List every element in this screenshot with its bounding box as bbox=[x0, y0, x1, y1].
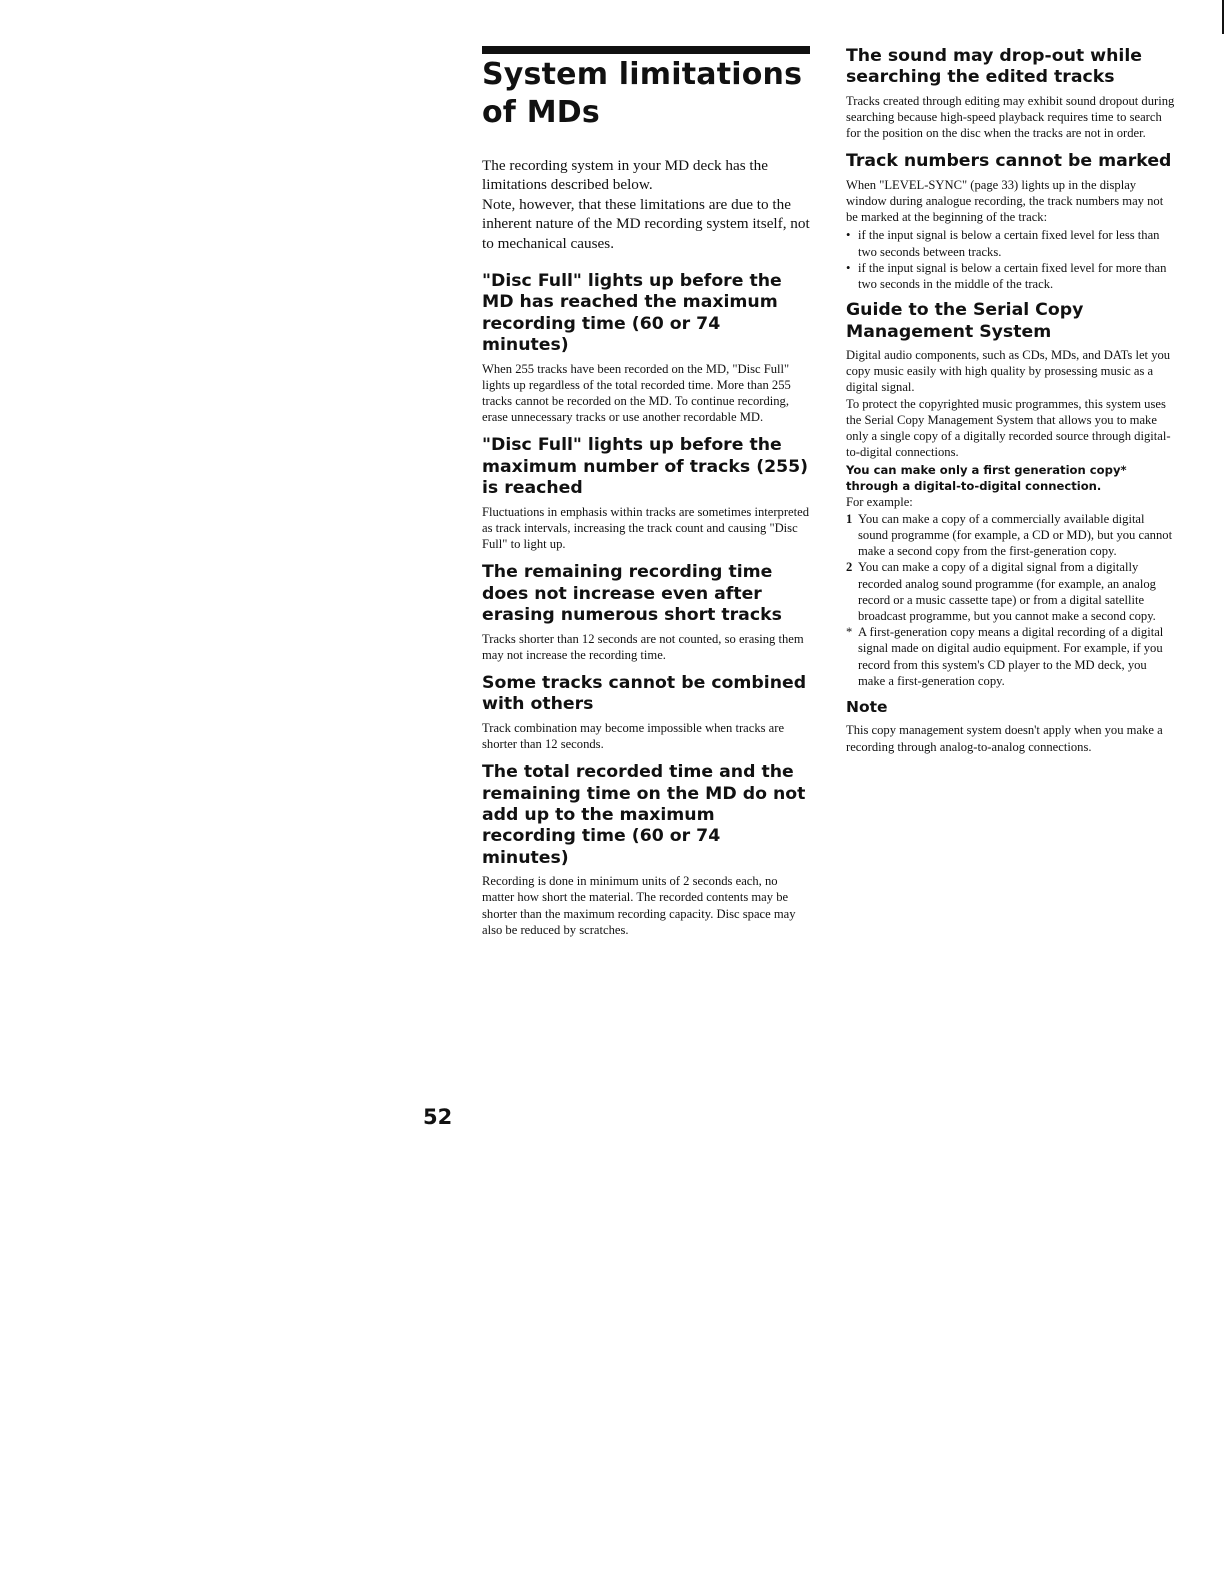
numbered-item bbox=[846, 511, 1176, 560]
section-remaining-time bbox=[482, 562, 810, 663]
section-heading: The total recorded time and the remaining time on the MD do not add up to the maximum recording time (60 or 74 minutes) bbox=[482, 762, 806, 868]
intro-sentence-2: Note, however, that these limitations are due to the inherent nature of the MD recording system itself, not to mechanical causes. bbox=[482, 195, 810, 252]
page-title bbox=[482, 56, 822, 132]
section-body: Track combination may become impossible when tracks are shorter than 12 seconds. bbox=[482, 720, 785, 751]
section-heading: Some tracks cannot be combined with others bbox=[482, 672, 807, 715]
item-text: You can make a copy of a digital signal from a digitally recorded analog sound programme (for example, an analog record or a music cassette tape) or from a digital satellite broadcast programme, but you cannot make a second copy. bbox=[858, 560, 1156, 623]
section-disc-full-tracks bbox=[482, 435, 810, 552]
title-rule bbox=[482, 46, 810, 54]
footnote-list bbox=[846, 624, 1176, 689]
section-note bbox=[846, 697, 1176, 755]
section-heading: Guide to the Serial Copy Management System bbox=[846, 300, 1084, 342]
section-total-time bbox=[482, 762, 810, 938]
footnote: * A first-generation copy means a digital recording of a digital signal made on digital audio equipment. For example, if you record from this system's CD player to the MD deck, you make a first-generation copy. bbox=[846, 624, 1176, 689]
left-column bbox=[482, 156, 810, 948]
intro-sentence-1: The recording system in your MD deck has the limitations described below. bbox=[482, 157, 768, 194]
example-label: For example: bbox=[846, 495, 913, 510]
section-body-1: Digital audio components, such as CDs, MDs, and DATs let you copy music easily with high quality by prosessing music as a digital signal. bbox=[846, 348, 1171, 395]
section-heading: The sound may drop-out while searching the edited tracks bbox=[846, 46, 1142, 88]
section-body: Fluctuations in emphasis within tracks are sometimes interpreted as track intervals, increasing the track count and causing "Disc Full" to light up. bbox=[482, 504, 810, 552]
bullet-item: • if the input signal is below a certain fixed level for more than two seconds in the middle of the track. bbox=[846, 260, 1176, 292]
section-track-numbers bbox=[846, 151, 1176, 292]
section-sound-dropout bbox=[846, 46, 1176, 141]
section-body: Tracks created through editing may exhibit sound dropout during searching because high-speed playback requires time to search for the position on the disc when the tracks are not in order. bbox=[846, 93, 1175, 141]
bullet-item: • if the input signal is below a certain fixed level for less than two seconds between tracks. bbox=[846, 227, 1176, 259]
section-heading: "Disc Full" lights up before the maximum number of tracks (255) is reached bbox=[482, 435, 809, 499]
section-body: Recording is done in minimum units of 2 seconds each, no matter how short the material. The recorded contents may be shorter than the maximum recording capacity. Disc space may also be reduced by scratches. bbox=[482, 874, 796, 937]
section-scms-guide bbox=[846, 300, 1176, 689]
bullet-list bbox=[846, 227, 1176, 292]
intro-text bbox=[482, 156, 810, 253]
section-body-2: To protect the copyrighted music programmes, this system uses the Serial Copy Management System that allows you to make only a single copy of a digitally recorded source through digital-to-digital connections. bbox=[846, 396, 1171, 460]
page-title-line-1: System limitations bbox=[482, 57, 803, 92]
section-heading: "Disc Full" lights up before the MD has reached the maximum recording time (60 or 74 minutes) bbox=[482, 271, 782, 356]
numbered-item bbox=[846, 559, 1176, 624]
section-combine-tracks bbox=[482, 673, 810, 752]
section-heading: Track numbers cannot be marked bbox=[846, 151, 1172, 172]
numbered-list bbox=[846, 511, 1176, 624]
page-number: 52 bbox=[423, 1105, 453, 1129]
item-number: 2 bbox=[846, 560, 853, 575]
item-text: You can make a copy of a commercially available digital sound programme (for example, a CD or MD), but you cannot make a second copy from the first-generation copy. bbox=[858, 511, 1173, 559]
section-body: When "LEVEL-SYNC" (page 33) lights up in the display window during analogue recording, the track numbers may not be marked at the beginning of the track: bbox=[846, 177, 1164, 225]
item-number: 1 bbox=[846, 511, 853, 526]
section-disc-full-time bbox=[482, 271, 810, 425]
page-edge-mark bbox=[1222, 0, 1224, 34]
note-heading: Note bbox=[846, 697, 888, 716]
section-body: When 255 tracks have been recorded on the MD, "Disc Full" lights up regardless of the total recorded time. More than 255 tracks cannot be recorded on the MD. To continue recording, erase unnecessary tracks or use another recordable MD. bbox=[482, 361, 791, 425]
section-body: Tracks shorter than 12 seconds are not counted, so erasing them may not increase the recording time. bbox=[482, 631, 804, 662]
page-title-line-2: of MDs bbox=[482, 95, 600, 130]
right-column bbox=[846, 46, 1176, 765]
section-heading: The remaining recording time does not increase even after erasing numerous short tracks bbox=[482, 562, 782, 626]
section-subheading: You can make only a first generation copy* through a digital-to-digital connection. bbox=[846, 463, 1127, 494]
note-body: This copy management system doesn't apply when you make a recording through analog-to-analog connections. bbox=[846, 723, 1163, 754]
